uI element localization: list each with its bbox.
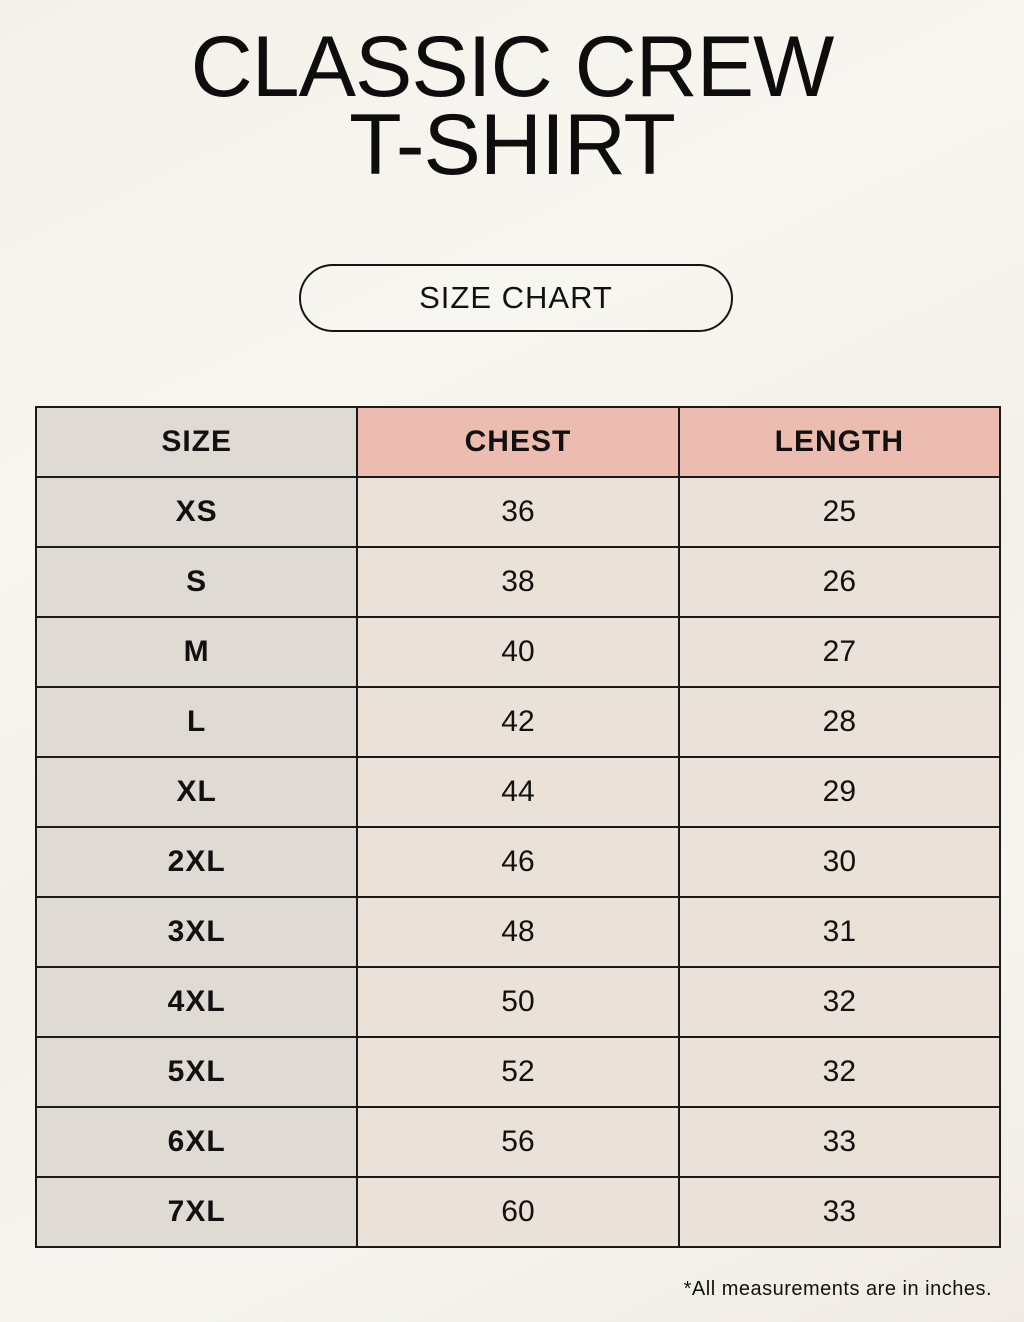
table-row <box>36 967 1000 1037</box>
table-row <box>36 687 1000 757</box>
length-cell: 31 <box>679 897 1000 967</box>
page-title <box>0 19 1024 193</box>
length-cell: 32 <box>679 1037 1000 1107</box>
length-cell: 32 <box>679 967 1000 1037</box>
size-cell: XL <box>36 757 357 827</box>
table-row <box>36 757 1000 827</box>
table-header-row <box>36 407 1000 477</box>
size-cell: 6XL <box>36 1107 357 1177</box>
chest-cell: 52 <box>357 1037 678 1107</box>
table-row <box>36 617 1000 687</box>
size-cell: M <box>36 617 357 687</box>
chest-cell: 50 <box>357 967 678 1037</box>
length-cell: 33 <box>679 1177 1000 1247</box>
size-cell: 2XL <box>36 827 357 897</box>
table-row <box>36 897 1000 967</box>
length-cell: 28 <box>679 687 1000 757</box>
length-cell: 30 <box>679 827 1000 897</box>
chest-cell: 60 <box>357 1177 678 1247</box>
size-chart-table <box>35 406 1001 1248</box>
chest-cell: 42 <box>357 687 678 757</box>
chest-cell: 36 <box>357 477 678 547</box>
length-cell: 33 <box>679 1107 1000 1177</box>
table-row <box>36 477 1000 547</box>
size-cell: 5XL <box>36 1037 357 1107</box>
measurement-footnote: *All measurements are in inches. <box>683 1278 992 1300</box>
title-line-1: CLASSIC CREW <box>190 19 834 115</box>
size-chart-badge: SIZE CHART <box>299 264 733 332</box>
size-cell: L <box>36 687 357 757</box>
chest-cell: 44 <box>357 757 678 827</box>
header-length: LENGTH <box>679 407 1000 477</box>
table-row <box>36 1037 1000 1107</box>
chest-cell: 48 <box>357 897 678 967</box>
table-row <box>36 827 1000 897</box>
size-cell: S <box>36 547 357 617</box>
table-row <box>36 1107 1000 1177</box>
length-cell: 25 <box>679 477 1000 547</box>
size-cell: 7XL <box>36 1177 357 1247</box>
length-cell: 29 <box>679 757 1000 827</box>
chest-cell: 46 <box>357 827 678 897</box>
title-line-2: T-SHIRT <box>349 97 675 193</box>
size-cell: 4XL <box>36 967 357 1037</box>
size-cell: XS <box>36 477 357 547</box>
header-chest: CHEST <box>357 407 678 477</box>
chest-cell: 56 <box>357 1107 678 1177</box>
length-cell: 27 <box>679 617 1000 687</box>
table-row <box>36 547 1000 617</box>
header-size: SIZE <box>36 407 357 477</box>
size-cell: 3XL <box>36 897 357 967</box>
chest-cell: 40 <box>357 617 678 687</box>
table-row <box>36 1177 1000 1247</box>
length-cell: 26 <box>679 547 1000 617</box>
chest-cell: 38 <box>357 547 678 617</box>
